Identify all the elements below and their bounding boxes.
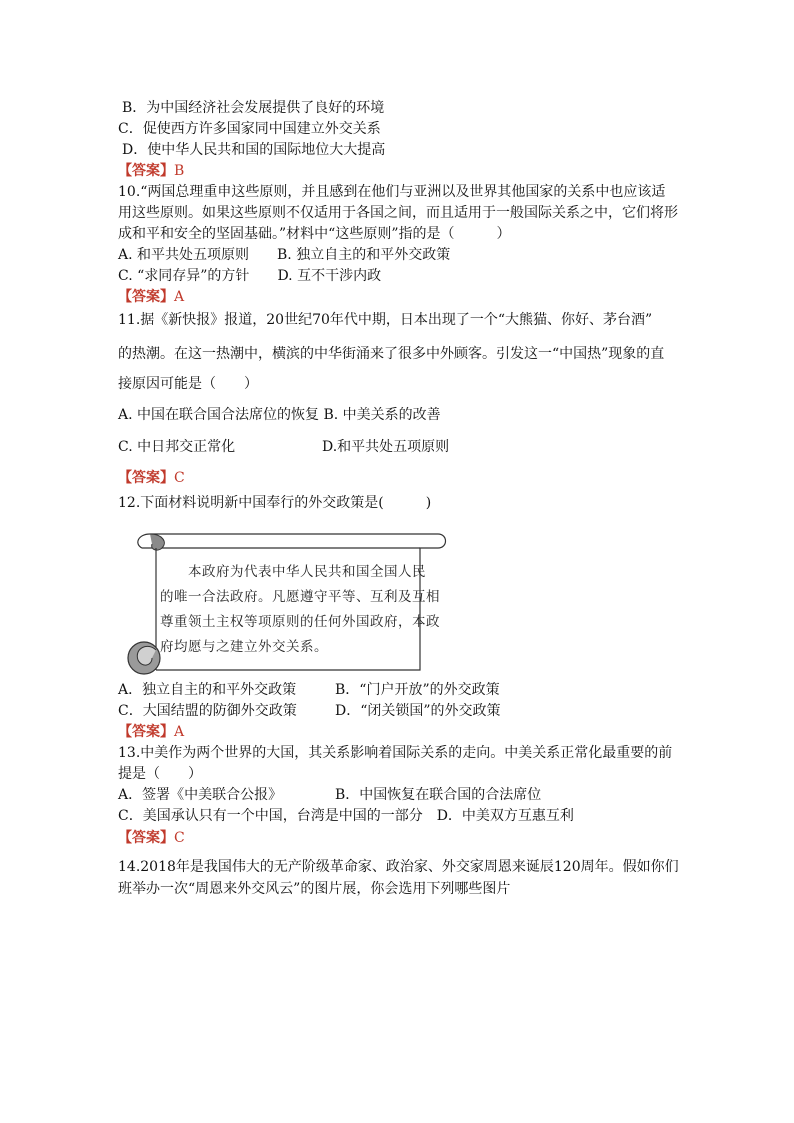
q12-options-cd xyxy=(118,702,501,720)
q11-stem-line2: 的热潮。在这一热潮中，横滨的中华街涌来了很多中外顾客。引发这一“中国热”现象的直 xyxy=(118,346,665,362)
q13-options-ab xyxy=(118,786,542,804)
scroll-text-line: 的唯一合法政府。凡愿遵守平等、互利及互相 xyxy=(160,589,440,605)
q12-option-a: A．独立自主的和平外交政策 xyxy=(118,682,297,698)
q11-option-d: D.和平共处五项原则 xyxy=(322,439,450,455)
answer-value: C xyxy=(174,470,185,486)
answer-tag: 【答案】 xyxy=(118,830,174,846)
q10-answer xyxy=(118,288,184,306)
answer-value: A xyxy=(174,724,185,740)
scroll-material xyxy=(120,520,450,676)
answer-tag: 【答案】 xyxy=(118,724,174,740)
q9-option-d: D．使中华人民共和国的国际地位大大提高 xyxy=(122,142,386,158)
answer-value: B xyxy=(174,163,185,179)
q14-stem-line2: 班举办一次“周恩来外交风云”的图片展，你会选用下列哪些图片 xyxy=(118,881,511,897)
q9-option-c: C．促使西方许多国家同中国建立外交关系 xyxy=(118,121,381,137)
q13-answer xyxy=(118,829,185,847)
q10-option-d: D. 互不干涉内政 xyxy=(277,268,382,284)
scroll-text-line: 府均愿与之建立外交关系。 xyxy=(160,639,328,655)
q12-option-c: C．大国结盟的防御外交政策 xyxy=(118,703,297,719)
q11-option-c: C. 中日邦交正常化 xyxy=(118,439,236,455)
q11-options-cd xyxy=(118,438,450,456)
q11-stem-line3: 接原因可能是（ ） xyxy=(118,376,258,392)
q12-stem: 12.下面材料说明新中国奉行的外交政策是( ) xyxy=(118,495,432,511)
q11-stem-line1: 11.据《新快报》报道，20世纪70年代中期，日本出现了一个“大熊猫、你好、茅台酒” xyxy=(118,312,653,328)
q10-options-cd xyxy=(118,267,381,285)
q11-answer xyxy=(118,469,185,487)
q10-option-c: C. “求同存异”的方针 xyxy=(118,268,250,284)
answer-tag: 【答案】 xyxy=(118,163,174,179)
q12-answer xyxy=(118,723,184,741)
q11-options-ab: A. 中国在联合国合法席位的恢复 B. 中美关系的改善 xyxy=(118,407,441,423)
answer-tag: 【答案】 xyxy=(118,289,174,305)
scroll-text-line: 尊重领土主权等项原则的任何外国政府，本政 xyxy=(160,614,440,630)
scroll-text-line: 本政府为代表中华人民共和国全国人民 xyxy=(160,564,426,580)
q10-stem-line1: 10.“两国总理重申这些原则，并且感到在他们与亚洲以及世界其他国家的关系中也应该适 xyxy=(118,184,666,200)
q10-option-b: B. 独立自主的和平外交政策 xyxy=(277,247,451,263)
answer-value: A xyxy=(174,289,185,305)
q13-stem-line2: 提是（ ） xyxy=(118,766,202,782)
q10-stem-line2: 用这些原则。如果这些原则不仅适用于各国之间，而且适用于一般国际关系之中，它们将形 xyxy=(118,205,678,221)
q13-option-a: A．签署《中美联合公报》 xyxy=(118,787,283,803)
q13-stem-line1: 13.中美作为两个世界的大国，其关系影响着国际关系的走向。中美关系正常化最重要的前 xyxy=(118,745,673,761)
q13-options-cd: C．美国承认只有一个中国，台湾是中国的一部分 D．中美双方互惠互利 xyxy=(118,808,574,824)
answer-value: C xyxy=(174,830,185,846)
q10-stem-line3: 成和平和安全的坚固基础。”材料中“这些原则”指的是（ ） xyxy=(118,226,511,242)
q10-options-ab xyxy=(118,246,450,264)
q9-option-b: B．为中国经济社会发展提供了良好的环境 xyxy=(122,100,385,116)
q12-options-ab xyxy=(118,681,500,699)
q13-option-b: B．中国恢复在联合国的合法席位 xyxy=(335,787,542,803)
q14-stem-line1: 14.2018年是我国伟大的无产阶级革命家、政治家、外交家周恩来诞辰120周年。假如你们 xyxy=(118,859,679,875)
q10-option-a: A. 和平共处五项原则 xyxy=(118,247,250,263)
q12-option-b: B．“门户开放”的外交政策 xyxy=(335,682,500,698)
q9-answer xyxy=(118,162,184,180)
answer-tag: 【答案】 xyxy=(118,470,174,486)
scroll-text xyxy=(160,560,440,660)
q12-option-d: D．“闭关锁国”的外交政策 xyxy=(335,703,501,719)
